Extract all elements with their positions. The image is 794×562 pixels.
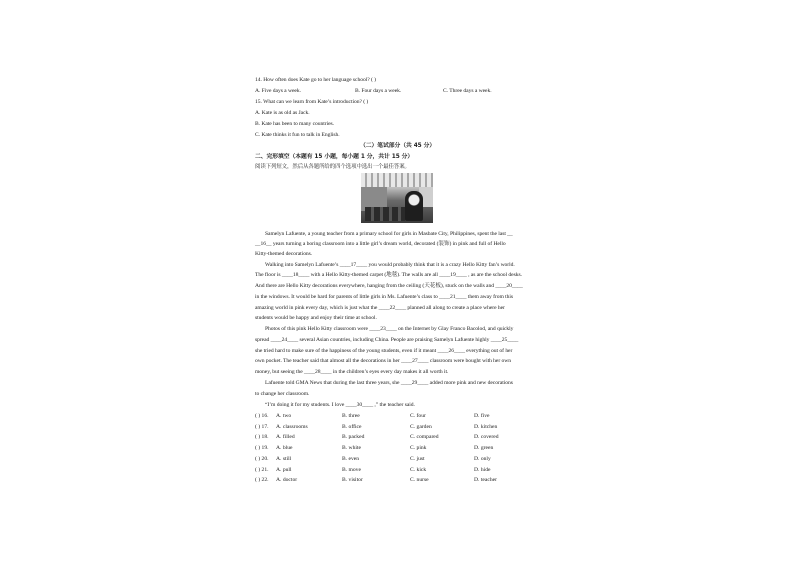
choice-16-number: ( ) 16.: [255, 413, 269, 419]
choice-17-number: ( ) 17.: [255, 423, 269, 430]
question-15-option-b: B. Kate has been to many countries.: [255, 121, 335, 127]
classroom-photo: [361, 173, 433, 223]
choice-19-number: ( ) 19.: [255, 445, 269, 452]
choice-22-number: ( ) 22.: [255, 477, 269, 484]
question-15-option-c: C. Kate thinks it fun to talk in English.: [255, 132, 340, 138]
choice-16-option-b: B. three: [342, 413, 360, 419]
choice-18-option-d: D. covered: [474, 434, 499, 441]
passage-line-5: The floor is ____18____ with a Hello Kitty-themed carpet (地毯). The walls are all ____19____ , as are the school desks.: [255, 272, 522, 278]
passage-line-7: in the windows. It would be hard for parents of little girls in Ms. Lafuente’s class to ____21____ them away from this: [255, 294, 514, 300]
question-15-stem: 15. What can we learn from Kate’s introduction? ( ): [255, 99, 369, 105]
instruction: 阅读下列短文，然后从各题所给的四个选项中选出一个最佳答案。: [255, 164, 410, 170]
choice-19-option-c: C. pink: [410, 445, 427, 452]
passage-line-2: __16__ years turning a boring classroom into a little girl’s dream world, decorated (装饰) in pink and full of Hello: [255, 241, 506, 247]
choice-22-option-c: C. nurse: [410, 477, 429, 484]
choice-18-option-b: B. packed: [342, 434, 365, 441]
choice-16-option-c: C. four: [410, 413, 426, 419]
question-14-stem: 14. How often does Kate go to her language school? ( ): [255, 77, 376, 83]
passage-line-9: students would be happy and enjoy their time at school.: [255, 315, 377, 321]
choice-17-option-b: B. office: [342, 423, 362, 430]
choice-16-option-d: D. five: [474, 413, 490, 419]
choice-17-option-d: D. kitchen: [474, 423, 498, 430]
question-14-option-b: B. Four days a week.: [355, 88, 402, 94]
section-title: （二）笔试部分（共 45 分）: [360, 143, 436, 149]
question-14-option-c: C. Three days a week.: [443, 88, 492, 94]
passage-line-3: Kitty-themed decorations.: [255, 251, 313, 257]
choice-21-option-a: A. pull: [276, 466, 292, 473]
choice-19-option-a: A. blue: [276, 445, 293, 452]
choice-16-option-a: A. two: [276, 413, 292, 419]
question-15-option-a: A. Kate is as old as Jack.: [255, 110, 310, 116]
choice-17-option-a: A. classrooms: [276, 423, 308, 430]
question-14-option-a: A. Five days a week.: [255, 88, 301, 94]
choice-21-option-b: B. move: [342, 466, 361, 473]
choice-22-option-a: A. doctor: [276, 477, 298, 484]
choice-19-option-b: B. white: [342, 445, 361, 452]
choice-21-option-d: D. hide: [474, 466, 491, 473]
passage-line-16: to change her classroom.: [255, 391, 310, 397]
passage-line-15: Lafuente told GMA News that during the last three years, she ____29____ added more pink and new decorations: [265, 380, 513, 386]
choice-18-option-a: A. filled: [276, 434, 295, 441]
choice-19-option-d: D. green: [474, 445, 494, 452]
choice-20-option-b: B. even: [342, 455, 360, 462]
choice-20-option-a: A. still: [276, 455, 292, 462]
passage-line-8: amazing world in pink every day, which is just what the ____22____ planned all along to create a place where her: [255, 305, 505, 311]
choice-20-number: ( ) 20.: [255, 455, 269, 462]
part-title: 二、完形填空（本题有 15 小题，每小题 1 分，共计 15 分）: [255, 154, 414, 160]
passage-line-12: she tried hard to make sure of the happiness of the young students, even if it meant ____26____ everything out of her: [255, 348, 513, 354]
passage-line-14: money, but seeing the ____28____ in the children’s eyes every day makes it all worth it.: [255, 369, 449, 375]
choice-17-option-c: C. garden: [410, 423, 432, 430]
choice-20-option-c: C. just: [410, 455, 425, 462]
passage-line-1: Samelyn Lafuente, a young teacher from a primary school for girls in Masbate City, Philippines, spent the last __: [265, 231, 513, 237]
choice-22-option-b: B. visitor: [342, 477, 363, 484]
passage-line-11: spread ____24____ several Asian countries, including China. People are praising Samelyn Lafuente highly ____25____: [255, 337, 519, 343]
choice-22-option-d: D. teacher: [474, 477, 497, 484]
choice-21-number: ( ) 21.: [255, 466, 269, 473]
choice-21-option-c: C. kick: [410, 466, 427, 473]
passage-line-13: own pocket. The teacher said that almost all the decorations in her ____27____ classroom were bought with her own: [255, 358, 511, 364]
choice-20-option-d: D. only: [474, 455, 491, 462]
choice-18-number: ( ) 18.: [255, 434, 269, 441]
choice-18-option-c: C. compared: [410, 434, 439, 441]
passage-line-10: Photos of this pink Hello Kitty classroom were ____23____ on the Internet by Glay Franco Bacolod, and quickly: [265, 326, 514, 332]
passage-line-4: Walking into Samelyn Lafuente’s ____17____ you would probably think that it is a crazy Hello Kitty fan’s world.: [265, 262, 515, 268]
passage-line-6: And there are Hello Kitty decorations everywhere, hanging from the ceiling (天花板), stuck on the walls and ____20____: [255, 283, 523, 289]
passage-line-17: “I’m doing it for my students. I love ____30____ ,” the teacher said.: [265, 402, 415, 408]
